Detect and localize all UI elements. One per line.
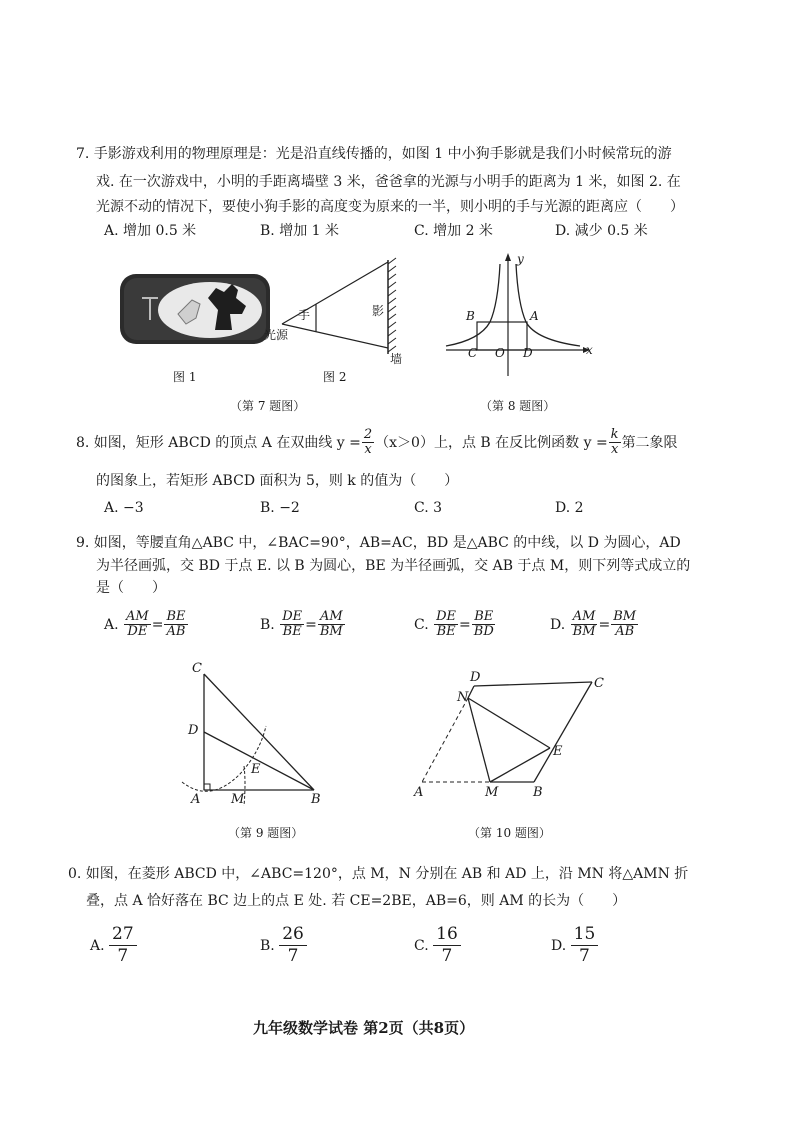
q7-figure-2-caption: 图 2 — [323, 370, 347, 384]
q10-label-c: C — [594, 676, 604, 691]
q8-label-b: B — [466, 309, 475, 323]
q7-figure-1-caption: 图 1 — [173, 370, 197, 384]
q10-label-d: D — [470, 670, 481, 685]
q8-intro: 8. 如图，矩形 ABCD 的顶点 A 在双曲线 y = — [76, 434, 361, 451]
q9-d-left-numerator: AM — [572, 609, 596, 624]
page-footer: 九年级数学试卷 第2页（共8页） — [253, 1019, 475, 1037]
q9-label-b: B — [311, 792, 321, 807]
q9-option-c-label: C. — [414, 616, 429, 633]
q8-label-x: x — [586, 343, 593, 357]
q9-b-right-numerator: AM — [319, 609, 343, 624]
q8-fraction-1-denominator: x — [364, 442, 372, 457]
q10-line-2: 叠，点 A 恰好落在 BC 边上的点 E 处. 若 CE=2BE，AB=6，则 AM 的长为（ ） — [86, 893, 627, 909]
q9-b-left-numerator: DE — [282, 609, 303, 624]
q10-d-denominator: 7 — [579, 946, 590, 966]
q8-line-1 — [76, 428, 678, 457]
q10-option-d-label: D. — [551, 937, 567, 954]
q7-label-shadow: 影 — [372, 304, 385, 318]
q10-label-m: M — [485, 785, 499, 800]
q10-label-n: N — [457, 690, 469, 705]
q10-label-e: E — [553, 744, 563, 759]
q10-label-b: B — [533, 785, 543, 800]
q10-d-numerator: 15 — [571, 924, 599, 946]
q10-option-b — [260, 924, 307, 967]
q8-label-c: C — [468, 346, 478, 360]
q10-option-a — [90, 924, 137, 967]
q8-label-d: D — [523, 346, 533, 360]
q10-c-numerator: 16 — [433, 924, 461, 946]
q10-b-denominator: 7 — [287, 946, 299, 966]
q9-option-c: C. $\frac{DE}{BE}$ = $\frac{BE}{BD}$ — [414, 609, 494, 639]
q10-option-d — [551, 924, 598, 967]
q8-fraction-2-denominator: x — [610, 442, 619, 457]
q8-option-a: A. −3 — [104, 500, 144, 516]
q9-label-m: M — [231, 792, 245, 807]
q8-mid: （x＞0）上，点 B 在反比例函数 y = — [375, 434, 608, 451]
q8-label-a: A — [530, 309, 539, 323]
q10-b-numerator: 26 — [279, 924, 307, 946]
q9-option-b: B. $\frac{DE}{BE}$ = $\frac{AM}{BM}$ — [260, 609, 343, 639]
q10-line-1: 0. 如图，在菱形 ABCD 中，∠ABC=120°，点 M，N 分别在 AB 和 AD 上，沿 MN 将△AMN 折 — [68, 866, 689, 882]
q8-fraction-1-numerator: 2 — [363, 427, 373, 442]
q10-c-denominator: 7 — [441, 946, 453, 966]
q7-option-b: B. 增加 1 米 — [260, 223, 339, 239]
q9-option-d-label: D. — [550, 616, 566, 633]
q7-line-3: 光源不动的情况下，要使小狗手影的高度变为原来的一半，则小明的手与光源的距离应（ ） — [96, 199, 684, 215]
q8-label-o: O — [495, 346, 505, 360]
q9-a-right-denominator: AB — [166, 624, 186, 639]
q8-option-d: D. 2 — [555, 500, 584, 516]
q10-option-a-label: A. — [90, 937, 105, 954]
q9-option-d: D. $\frac{AM}{BM}$ = $\frac{BM}{AB}$ — [550, 609, 637, 639]
q9-c-right-denominator: BD — [473, 624, 494, 639]
q9-label-a: A — [191, 792, 201, 807]
q7-line-1: 7. 手影游戏利用的物理原理是：光是沿直线传播的，如图 1 中小狗手影就是我们小时候常玩的游 — [76, 146, 672, 162]
q9-c-left-denominator: BE — [436, 624, 456, 639]
q7-figure-1-photo — [120, 274, 270, 344]
q10-option-c-label: C. — [414, 937, 429, 954]
q9-label-c: C — [192, 661, 202, 676]
q8-tail: 第二象限 — [621, 434, 678, 451]
q9-d-right-numerator: BM — [613, 609, 637, 624]
q7-option-a: A. 增加 0.5 米 — [104, 223, 197, 239]
q9-b-right-denominator: BM — [319, 624, 343, 639]
q9-line-3: 是（ ） — [96, 580, 166, 596]
q8-line-2: 的图象上，若矩形 ABCD 面积为 5，则 k 的值为（ ） — [96, 473, 459, 489]
q9-option-a-label: A. — [104, 616, 119, 633]
q8-fraction-k-over-x — [609, 428, 621, 457]
q7-line-2: 戏. 在一次游戏中，小明的手距离墙壁 3 米，爸爸拿的光源与小明手的距离为 1 米，如图 2. 在 — [96, 174, 681, 190]
q9-figure-caption: （第 9 题图） — [228, 826, 304, 840]
q9-b-left-denominator: BE — [282, 624, 302, 639]
q10-option-b-label: B. — [260, 937, 275, 954]
q9-line-2: 为半径画弧，交 BD 于点 E. 以 B 为圆心，BE 为半径画弧，交 AB 于点 M，则下列等式成立的 — [96, 558, 691, 574]
q9-option-a: A. $\frac{AM}{DE}$ = $\frac{BE}{AB}$ — [104, 609, 186, 639]
q9-line-1: 9. 如图，等腰直角△ABC 中，∠BAC=90°，AB=AC，BD 是△ABC 的中线，以 D 为圆心，AD — [76, 535, 681, 551]
q8-figure-caption: （第 8 题图） — [480, 399, 556, 413]
q9-d-left-denominator: BM — [572, 624, 596, 639]
q8-option-b: B. −2 — [260, 500, 300, 516]
q9-label-d: D — [188, 723, 199, 738]
q9-d-right-denominator: AB — [615, 624, 635, 639]
q8-graph — [440, 250, 600, 380]
q10-option-c — [414, 924, 461, 967]
q7-label-wall: 墙 — [390, 352, 403, 366]
q8-fraction-2-numerator: k — [610, 427, 619, 442]
q7-label-light: 光源 — [264, 328, 289, 342]
q10-label-a: A — [414, 785, 424, 800]
q8-fraction-2-over-x — [362, 428, 374, 457]
q9-a-left-denominator: DE — [127, 624, 148, 639]
q8-option-c: C. 3 — [414, 500, 443, 516]
q8-label-y: y — [517, 252, 524, 266]
q7-label-hand: 手 — [298, 308, 311, 322]
q10-rhombus-figure — [410, 672, 620, 792]
q10-a-denominator: 7 — [117, 946, 129, 966]
q10-a-numerator: 27 — [109, 924, 137, 946]
q9-a-left-numerator: AM — [126, 609, 149, 624]
q9-label-e: E — [251, 762, 261, 777]
q10-figure-caption: （第 10 题图） — [468, 826, 551, 840]
q7-figure-caption: （第 7 题图） — [230, 399, 306, 413]
q7-option-d: D. 减少 0.5 米 — [555, 223, 648, 239]
q9-c-right-numerator: BE — [474, 609, 494, 624]
q7-option-c: C. 增加 2 米 — [414, 223, 493, 239]
q9-option-b-label: B. — [260, 616, 275, 633]
q9-c-left-numerator: DE — [436, 609, 457, 624]
q9-a-right-numerator: BE — [166, 609, 186, 624]
